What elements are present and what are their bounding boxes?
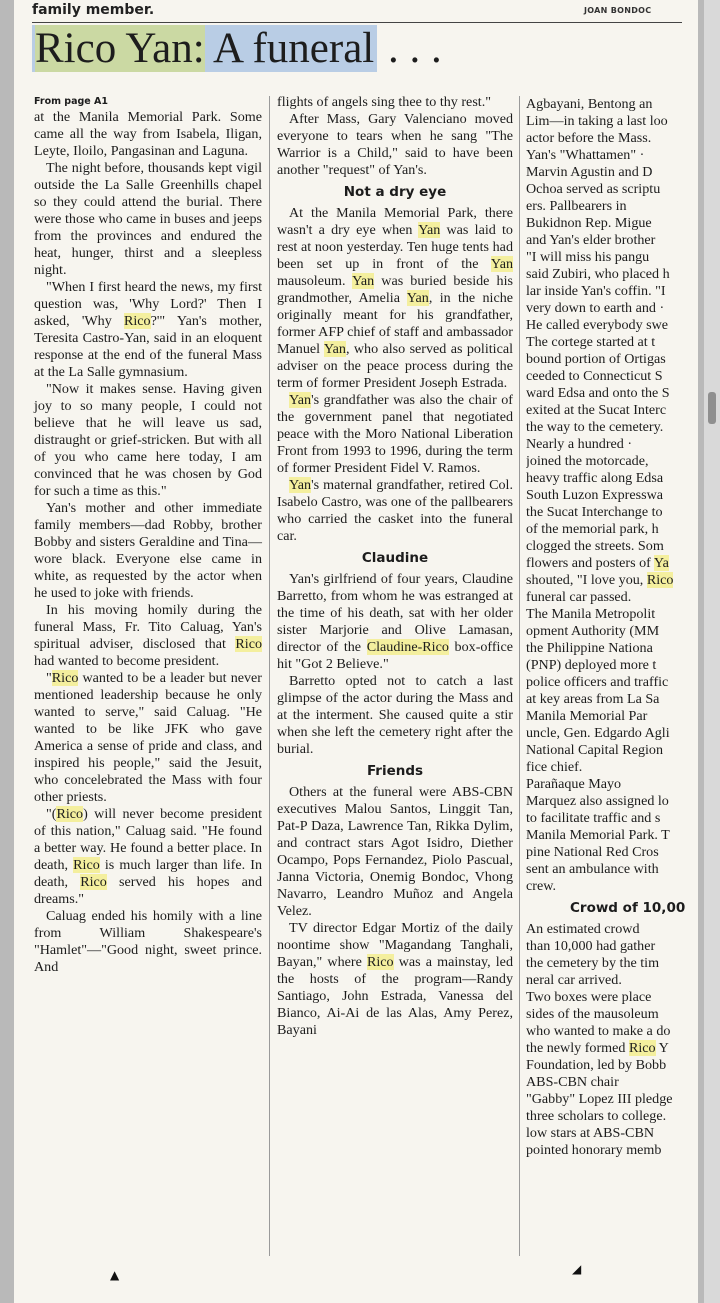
paragraph: "Rico wanted to be a leader but never mentioned leadership because he only wanted to serve," said Caluag. "He wanted to be like JFK who gave America a sense of pride and class, and inspired his people," said the Jesuit, who concelebrated the Mass with four other priests. (34, 670, 262, 805)
text-line: the newly formed Rico Y (526, 1040, 669, 1056)
highlighted-name: Yan (418, 222, 441, 238)
text-line: Manila Memorial Park. T (526, 827, 670, 843)
highlighted-name: Yan (406, 290, 429, 306)
highlighted-name: Rico (80, 874, 107, 890)
text-line: funeral car passed. (526, 589, 632, 605)
text-line: Lim—in taking a last loo (526, 113, 668, 129)
column-rule (519, 96, 520, 1256)
section-crowd (526, 921, 698, 1159)
paragraph: TV director Edgar Mortiz of the daily noontime show "Magandang Tanghali, Bayan," where Rico was a mainstay, led the hosts of the program—Randy Santiago, John Estrada, Vanessa del Bianco, Ai-Ai de las Alas, Amy Perez, Bayani (277, 920, 513, 1038)
subhead-crowd: Crowd of 10,00 (570, 900, 686, 916)
text-line: Nearly a hundred · (526, 436, 633, 452)
highlighted-name: Yan (352, 273, 375, 289)
text-line: "Gabby" Lopez III pledge (526, 1091, 673, 1107)
highlighted-name: Rico (56, 806, 84, 822)
column-1-body (34, 109, 262, 976)
text-line: pine National Red Cros (526, 844, 659, 860)
text-line: Two boxes were place (526, 989, 652, 1005)
text-line: at key areas from La Sa (526, 691, 660, 707)
text-line: clogged the streets. Som (526, 538, 664, 554)
text-line: low stars at ABS-CBN (526, 1125, 655, 1141)
scrollbar-thumb[interactable] (708, 392, 716, 424)
section-claudine (277, 571, 513, 758)
fold-mark: ◢ (572, 1262, 582, 1276)
from-page-label: From page A1 (34, 96, 109, 107)
text-line: of the memorial park, h (526, 521, 659, 537)
text-line: The Manila Metropolit (526, 606, 656, 622)
paragraph: at the Manila Memorial Park. Some came all the way from Isabela, Iligan, Leyte, Iloilo, Pangasinan and Laguna. (34, 109, 262, 159)
highlighted-name: Claudine-Rico (366, 639, 449, 655)
subhead-friends: Friends (366, 763, 424, 779)
text-line: pointed honorary memb (526, 1142, 662, 1158)
text-line: three scholars to college. (526, 1108, 667, 1124)
text-line: the way to the cemetery. (526, 419, 664, 435)
paragraph: In his moving homily during the funeral Mass, Fr. Tito Caluag, Yan's spiritual adviser, disclosed that Rico had wanted to become president. (34, 602, 262, 669)
text-line: neral car arrived. (526, 972, 622, 988)
text-line: Foundation, led by Bobb (526, 1057, 667, 1073)
section-friends (277, 784, 513, 1039)
subhead-not-a-dry-eye: Not a dry eye (343, 184, 447, 200)
headline-part3: . . . (377, 25, 442, 72)
text-line: Manila Memorial Par (526, 708, 648, 724)
text-line: bound portion of Ortigas (526, 351, 666, 367)
text-line: ceeded to Connecticut S (526, 368, 663, 384)
section-not-a-dry-eye (277, 205, 513, 545)
subhead-claudine: Claudine (361, 550, 429, 566)
text-line: Marvin Agustin and D (526, 164, 653, 180)
text-line: Bukidnon Rep. Migue (526, 215, 652, 231)
text-line: Agbayani, Bentong an (526, 96, 653, 112)
highlighted-name: Rico (646, 572, 674, 588)
text-line: South Luzon Expresswa (526, 487, 664, 503)
highlighted-name: Rico (73, 857, 100, 873)
text-line: crew. (526, 878, 556, 894)
text-line: the Philippine Nationa (526, 640, 653, 656)
text-line: National Capital Region (526, 742, 663, 758)
paragraph: Yan's maternal grandfather, retired Col. Isabelo Castro, was one of the pallbearers who carried the casket into the funeral car. (277, 477, 513, 544)
paragraph: After Mass, Gary Valenciano moved everyone to tears when he sang "The Warrior is a Child," said to have been another "request" of Yan's. (277, 111, 513, 178)
paragraph: Caluag ended his homily with a line from William Shakespeare's "Hamlet"—"Good night, sweet prince. And (34, 908, 262, 975)
photo-byline: JOAN BONDOC (584, 6, 652, 15)
text-line: He called everybody swe (526, 317, 669, 333)
newspaper-clipping (14, 0, 698, 1303)
text-line: ers. Pallbearers in (526, 198, 627, 214)
text-line: the Sucat Interchange to (526, 504, 663, 520)
paragraph: "(Rico) will never become president of this nation," Caluag said. "He found a better way. He found a better place. In death, Rico is much larger than life. In death, Rico served his hopes and dreams." (34, 806, 262, 907)
top-rule (32, 22, 682, 23)
highlighted-name: Rico (628, 1040, 656, 1056)
text-line: The cortege started at t (526, 334, 656, 350)
text-line: fice chief. (526, 759, 583, 775)
text-line: Ochoa served as scriptu (526, 181, 661, 197)
column-rule (269, 96, 270, 1256)
text-line: ward Edsa and onto the S (526, 385, 670, 401)
text-line: uncle, Gen. Edgardo Agli (526, 725, 670, 741)
paragraph: Barretto opted not to catch a last glimpse of the actor during the Mass and at the interment. She caused quite a stir when she left the cemetery right after the burial. (277, 673, 513, 757)
text-line: (PNP) deployed more t (526, 657, 657, 673)
text-line: heavy traffic along Edsa (526, 470, 664, 486)
text-line: the cemetery by the tim (526, 955, 660, 971)
headline (32, 26, 442, 72)
text-line: Marquez also assigned lo (526, 793, 669, 809)
column-2-intro (277, 94, 513, 179)
text-line: "I will miss his pangu (526, 249, 650, 265)
text-line: and Yan's elder brother (526, 232, 656, 248)
text-line: shouted, "I love you, Rico (526, 572, 674, 588)
highlighted-name: Yan (490, 256, 513, 272)
highlighted-name: Yan (289, 392, 312, 408)
text-line: said Zubiri, who placed h (526, 266, 670, 282)
text-line: who wanted to make a do (526, 1023, 671, 1039)
paragraph: "Now it makes sense. Having given joy to so many people, I could not believe that he will leave us sad, distraught or grief-stricken. But with all of you who came here today, I am convinced that he was chosen by God for such a time as this." (34, 381, 262, 499)
text-line: sent an ambulance with (526, 861, 659, 877)
kicker-text: family member. (32, 2, 155, 18)
paragraph: "When I first heard the news, my first question was, 'Why Lord?' Then I asked, 'Why Rico?'" Yan's mother, Teresita Castro-Yan, said in an eloquent response at the end of the funeral Mass at the La Salle gymnasium. (34, 279, 262, 380)
highlighted-name: Rico (366, 954, 394, 970)
column-1 (34, 96, 262, 976)
paragraph: Yan's mother and other immediate family members—dad Robby, brother Bobby and sisters Geraldine and Tina—wore black. Everyone else came in white, as requested by the actor when he used to joke with friends. (34, 500, 262, 601)
text-line: very down to earth and · (526, 300, 665, 316)
paragraph: At the Manila Memorial Park, there wasn't a dry eye when Yan was laid to rest at noon yesterday. Ten huge tents had been set up in front of the Yan mausoleum. Yan was buried beside his grandmother, Amelia Yan, in the niche originally meant for his grandfather, former AFP chief of staff and ambassador Manuel Yan, who also served as political adviser on the peace process during the term of former President Joseph Estrada. (277, 205, 514, 391)
text-line: than 10,000 had gather (526, 938, 656, 954)
highlighted-name: Rico (123, 313, 151, 329)
highlighted-name: Rico (51, 670, 79, 686)
text-line: lar inside Yan's coffin. "I (526, 283, 666, 299)
paragraph: The night before, thousands kept vigil outside the La Salle Greenhills chapel so they could attend the burial. There were those who came in buses and jeeps from the provinces and endured the heat, hunger, thirst and a sleepless night. (34, 160, 262, 278)
text-line: ABS-CBN chair (526, 1074, 619, 1090)
text-line: An estimated crowd (526, 921, 640, 937)
paragraph: flights of angels sing thee to thy rest." (277, 94, 491, 110)
text-line: flowers and posters of Ya (526, 555, 669, 571)
headline-part1: Rico Yan: (35, 25, 205, 72)
text-line: Parañaque Mayo (526, 776, 622, 792)
text-line: police officers and traffic (526, 674, 669, 690)
text-line: opment Authority (MM (526, 623, 660, 639)
paragraph: Yan's girlfriend of four years, Claudine Barretto, from whom he was estranged at the time of his death, sat with her older sister Marjorie and Olive Lamasan, director of the Claudine-Rico box-office hit "Got 2 Believe." (277, 571, 513, 672)
text-line: actor before the Mass. (526, 130, 652, 146)
highlighted-name: Ya (653, 555, 669, 571)
headline-part2: A funeral (204, 25, 375, 72)
paragraph: Others at the funeral were ABS-CBN executives Malou Santos, Linggit Tan, Pat-P Daza, Lawrence Tan, Rikka Dylim, and contract stars Agot Isidro, Diether Ocampo, Pops Fernandez, Piolo Pascual, Janna Victoria, Onemig Bondoc, Vhong Navarro, Leandro Muñoz and Angela Velez. (277, 784, 513, 919)
column-3 (526, 96, 698, 1159)
text-line: joined the motorcade, (526, 453, 649, 469)
highlighted-name: Yan (289, 477, 312, 493)
highlighted-name: Yan (323, 341, 346, 357)
paragraph: Yan's grandfather was also the chair of the government panel that negotiated peace with the Moro National Liberation Front from 1993 to 1996, during the term of former President Fidel V. Ramos. (277, 392, 513, 476)
scrollbar[interactable] (704, 0, 720, 1303)
highlighted-name: Rico (235, 636, 262, 652)
text-line: sides of the mausoleum (526, 1006, 659, 1022)
column-2 (277, 94, 513, 1039)
text-line: Yan's "Whattamen" · (526, 147, 645, 163)
text-line: exited at the Sucat Interc (526, 402, 667, 418)
column-3-body (526, 96, 698, 895)
headline-highlight (32, 25, 377, 72)
fold-mark: ▲ (110, 1268, 120, 1282)
text-line: to facilitate traffic and s (526, 810, 661, 826)
